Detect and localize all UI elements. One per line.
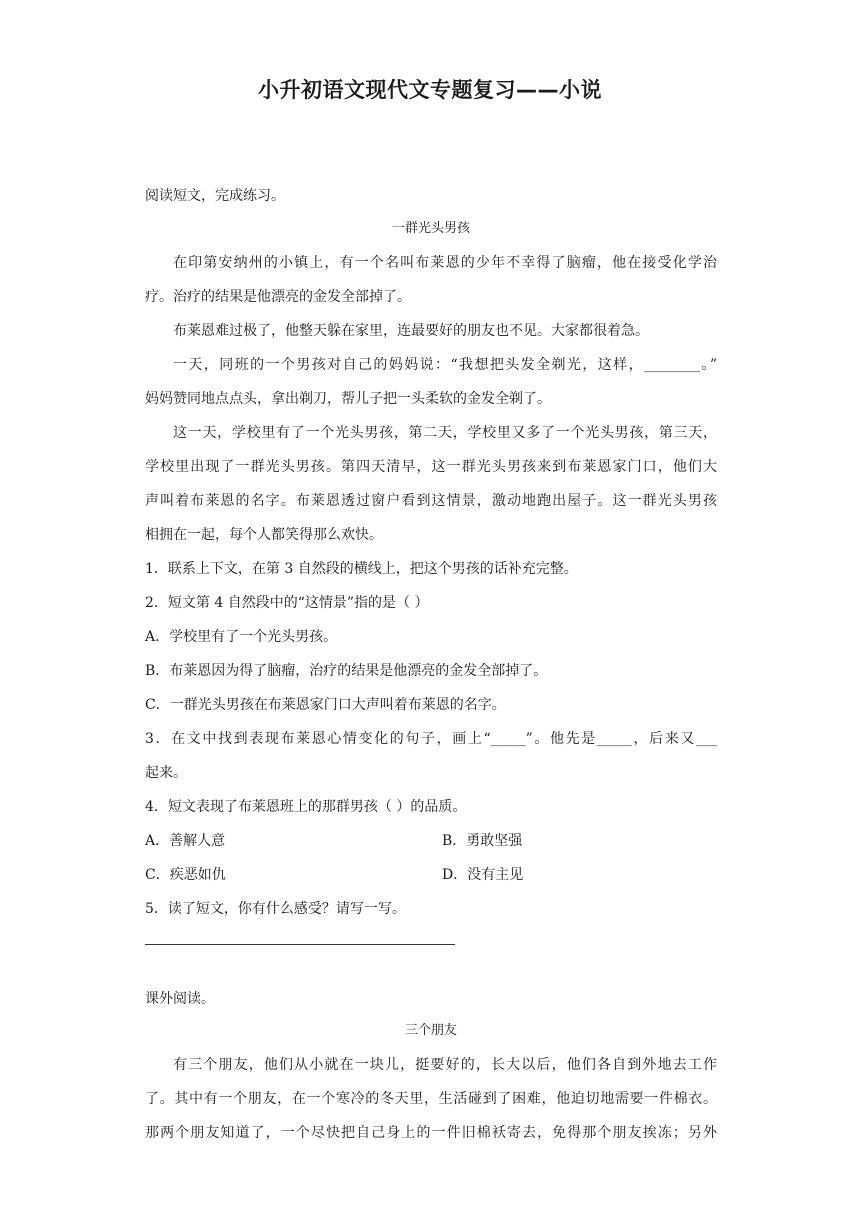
question-2-option-b: B．布莱恩因为得了脑瘤，治疗的结果是他漂亮的金发全部掉了。 [145, 663, 548, 679]
story2-line-2: 了。其中有一个朋友，在一个寒冷的冬天里，生活碰到了困难，他迫切地需要一件棉衣。 [145, 1091, 717, 1107]
question-4-option-d: D．没有主见 [442, 867, 524, 883]
story1-line-2: 疗。治疗的结果是他漂亮的金发全部掉了。 [145, 289, 411, 305]
story1-line-1: 在印第安纳州的小镇上，有一个名叫布莱恩的少年不幸得了脑瘤，他在接受化学治 [173, 255, 717, 271]
question-3-line-2: 起来。 [145, 765, 187, 781]
question-3-line-1: 3．在文中找到表现布莱恩心情变化的句子，画上“_____”。他先是_____，后来又___ [145, 731, 717, 747]
story1-line-6: 这一天，学校里有了一个光头男孩，第二天，学校里又多了一个光头男孩，第三天， [173, 425, 717, 441]
story2-line-1: 有三个朋友，他们从小就在一块儿，挺要好的，长大以后，他们各自到外地去工作 [173, 1057, 717, 1073]
question-4-option-a: A．善解人意 [145, 833, 226, 849]
story1-line-7: 学校里出现了一群光头男孩。第四天清早，这一群光头男孩来到布莱恩家门口，他们大 [145, 459, 717, 475]
page-title: 小升初语文现代文专题复习——小说 [258, 78, 602, 102]
question-4: 4．短文表现了布莱恩班上的那群男孩（ ）的品质。 [145, 799, 467, 815]
section1-intro: 阅读短文，完成练习。 [145, 188, 285, 204]
story2-title: 三个朋友 [404, 1023, 457, 1038]
story1-line-8: 声叫着布莱恩的名字。布莱恩透过窗户看到这情景，激动地跑出屋子。这一群光头男孩 [145, 493, 717, 509]
question-2: 2．短文第 4 自然段中的“这情景”指的是（ ） [145, 595, 429, 611]
answer-line [145, 944, 455, 945]
question-1: 1．联系上下文，在第 3 自然段的横线上，把这个男孩的话补充完整。 [145, 561, 578, 577]
story1-line-5: 妈妈赞同地点点头，拿出剃刀，帮儿子把一头柔软的金发全剃了。 [145, 391, 551, 407]
story1-line-9: 相拥在一起，每个人都笑得那么欢快。 [145, 527, 383, 543]
story1-line-3: 布莱恩难过极了，他整天躲在家里，连最要好的朋友也不见。大家都很着急。 [173, 323, 649, 339]
question-4-option-b: B．勇敢坚强 [442, 833, 523, 849]
story2-line-3: 那两个朋友知道了，一个尽快把自己身上的一件旧棉袄寄去，免得那个朋友挨冻；另外 [145, 1125, 717, 1141]
question-4-option-c: C．疾恶如仇 [145, 867, 226, 883]
section2-intro: 课外阅读。 [145, 991, 215, 1007]
story1-title: 一群光头男孩 [391, 221, 470, 236]
question-5: 5．读了短文，你有什么感受？请写一写。 [145, 901, 406, 917]
question-2-option-a: A．学校里有了一个光头男孩。 [145, 629, 338, 645]
question-2-option-c: C．一群光头男孩在布莱恩家门口大声叫着布莱恩的名字。 [145, 697, 506, 713]
story1-line-4: 一天，同班的一个男孩对自己的妈妈说：“我想把头发全剃光，这样，________。” [173, 357, 717, 373]
